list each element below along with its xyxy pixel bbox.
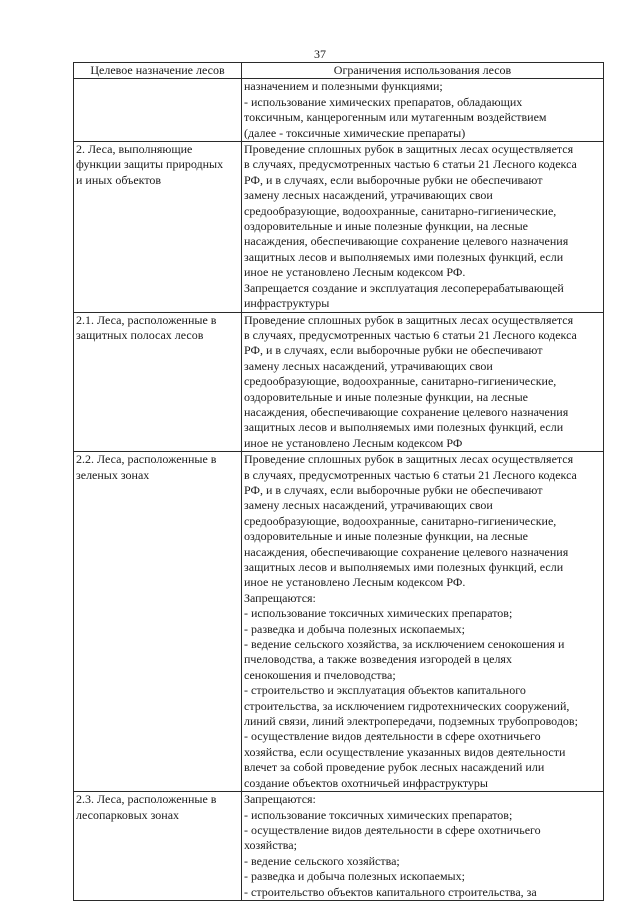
cell-usage-restrictions xyxy=(242,452,604,792)
restriction-text-line: защитных лесов и выполняемых ими полезных функций, если xyxy=(244,420,564,435)
restriction-text-line: иное не установлено Лесным кодексом РФ. xyxy=(244,575,466,590)
restriction-text-line: в случаях, предусмотренных частью 6 статьи 21 Лесного кодекса xyxy=(244,327,577,342)
restriction-text-line: - строительство и эксплуатация объектов капитального xyxy=(244,683,526,698)
page-number: 37 xyxy=(314,47,326,61)
table-row xyxy=(74,792,604,901)
restriction-text-line: замену лесных насаждений, утрачивающих свои xyxy=(244,188,493,203)
restriction-text-line: в случаях, предусмотренных частью 6 статьи 21 Лесного кодекса xyxy=(244,157,577,172)
purpose-text-line: и иных объектов xyxy=(76,172,162,187)
restriction-text-line: - использование химических препаратов, обладающих xyxy=(244,94,523,109)
column-header-purpose: Целевое назначение лесов xyxy=(74,63,242,79)
restriction-text-line: замену лесных насаждений, утрачивающих свои xyxy=(244,498,493,513)
restriction-text-line: инфраструктуры xyxy=(244,296,330,311)
purpose-text-line: 2.3. Леса, расположенные в xyxy=(76,792,217,807)
purpose-text-line: 2.1. Леса, расположенные в xyxy=(76,312,217,327)
restriction-text-line: в случаях, предусмотренных частью 6 статьи 21 Лесного кодекса xyxy=(244,467,577,482)
column-header-restrictions: Ограничения использования лесов xyxy=(242,63,604,79)
restriction-text-line: линий связи, линий электропередачи, подземных трубопроводов; xyxy=(244,714,578,729)
restriction-text-line: - строительство объектов капитального строительства, за xyxy=(244,884,537,899)
table-row xyxy=(74,79,604,142)
purpose-text-line: 2. Леса, выполняющие xyxy=(76,142,193,157)
restriction-text-line: насаждения, обеспечивающие сохранение целевого назначения xyxy=(244,544,569,559)
table-header-row xyxy=(74,63,604,79)
restriction-text-line: оздоровительные и иные полезные функции, на лесные xyxy=(244,529,528,544)
cell-forest-purpose xyxy=(74,792,242,901)
restriction-text-line: - использование токсичных химических препаратов; xyxy=(244,807,513,822)
restriction-text-line: Запрещается создание и эксплуатация лесоперерабатывающей xyxy=(244,280,564,295)
purpose-text-line: 2.2. Леса, расположенные в xyxy=(76,452,217,467)
restriction-text-line: защитных лесов и выполняемых ими полезных функций, если xyxy=(244,560,564,574)
restriction-text-line: - осуществление видов деятельности в сфере охотничьего xyxy=(244,729,541,744)
restriction-text-line: создание объектов охотничьей инфраструктуры xyxy=(244,775,488,790)
restriction-text-line: Проведение сплошных рубок в защитных лесах осуществляется xyxy=(244,312,574,327)
restriction-text-line: средообразующие, водоохранные, санитарно-гигиенические, xyxy=(244,203,557,218)
restriction-text-line: - осуществление видов деятельности в сфере охотничьего xyxy=(244,822,541,837)
restriction-text-line: РФ, и в случаях, если выборочные рубки не обеспечивают xyxy=(244,172,543,187)
restriction-text-line: Проведение сплошных рубок в защитных лесах осуществляется xyxy=(244,142,574,157)
restriction-text-line: Запрещаются: xyxy=(244,792,316,807)
restriction-text-line: оздоровительные и иные полезные функции, на лесные xyxy=(244,389,528,404)
restriction-text-line: пчеловодства, а также возведения изгородей в целях xyxy=(244,652,512,667)
restriction-text-line: насаждения, обеспечивающие сохранение целевого назначения xyxy=(244,234,569,249)
restriction-text-line: - ведение сельского хозяйства, за исключением сенокошения и xyxy=(244,637,565,652)
cell-forest-purpose xyxy=(74,452,242,792)
restriction-text-line: влечет за собой проведение рубок лесных насаждений или xyxy=(244,760,545,775)
restriction-text-line: (далее - токсичные химические препараты) xyxy=(244,125,466,140)
restriction-text-line: хозяйства; xyxy=(244,838,297,853)
restriction-text-line: иное не установлено Лесным кодексом РФ. xyxy=(244,265,466,280)
cell-forest-purpose xyxy=(74,79,242,142)
restriction-text-line: строительства, за исключением гидротехнических сооружений, xyxy=(244,698,570,713)
cell-forest-purpose xyxy=(74,142,242,312)
restriction-text-line: - разведка и добыча полезных ископаемых; xyxy=(244,869,465,884)
table-row xyxy=(74,312,604,452)
restriction-text-line: средообразующие, водоохранные, санитарно-гигиенические, xyxy=(244,374,557,389)
restriction-text-line: средообразующие, водоохранные, санитарно-гигиенические, xyxy=(244,513,557,528)
restriction-text-line: защитных лесов и выполняемых ими полезных функций, если xyxy=(244,249,564,264)
restriction-text-line: оздоровительные и иные полезные функции, на лесные xyxy=(244,219,528,234)
restriction-text-line: иное не установлено Лесным кодексом РФ xyxy=(244,435,463,450)
restriction-text-line: Проведение сплошных рубок в защитных лесах осуществляется xyxy=(244,452,574,467)
purpose-text-line: защитных полосах лесов xyxy=(76,327,204,342)
cell-usage-restrictions xyxy=(242,79,604,142)
cell-usage-restrictions xyxy=(242,142,604,312)
cell-usage-restrictions xyxy=(242,312,604,452)
restriction-text-line: насаждения, обеспечивающие сохранение целевого назначения xyxy=(244,404,569,419)
forest-restrictions-table xyxy=(73,62,604,901)
table-row xyxy=(74,452,604,792)
restriction-text-line: - использование токсичных химических препаратов; xyxy=(244,606,513,621)
cell-forest-purpose xyxy=(74,312,242,452)
restriction-text-line: РФ, и в случаях, если выборочные рубки не обеспечивают xyxy=(244,343,543,358)
purpose-text-line: функции защиты природных xyxy=(76,157,224,172)
restriction-text-line: - разведка и добыча полезных ископаемых; xyxy=(244,621,465,636)
restriction-text-line: хозяйства, если осуществление указанных видов деятельности xyxy=(244,744,566,759)
restriction-text-line: замену лесных насаждений, утрачивающих свои xyxy=(244,358,493,373)
restriction-text-line: РФ, и в случаях, если выборочные рубки не обеспечивают xyxy=(244,482,543,497)
purpose-text-line: лесопарковых зонах xyxy=(76,807,180,822)
restriction-text-line: назначением и полезными функциями; xyxy=(244,79,443,94)
purpose-text-line: зеленых зонах xyxy=(76,467,150,482)
restriction-text-line: - ведение сельского хозяйства; xyxy=(244,853,400,868)
restriction-text-line: токсичным, канцерогенным или мутагенным воздействием xyxy=(244,110,547,125)
restriction-text-line: Запрещаются: xyxy=(244,590,316,605)
cell-usage-restrictions xyxy=(242,792,604,901)
table-row xyxy=(74,142,604,312)
restriction-text-line: сенокошения и пчеловодства; xyxy=(244,667,396,682)
